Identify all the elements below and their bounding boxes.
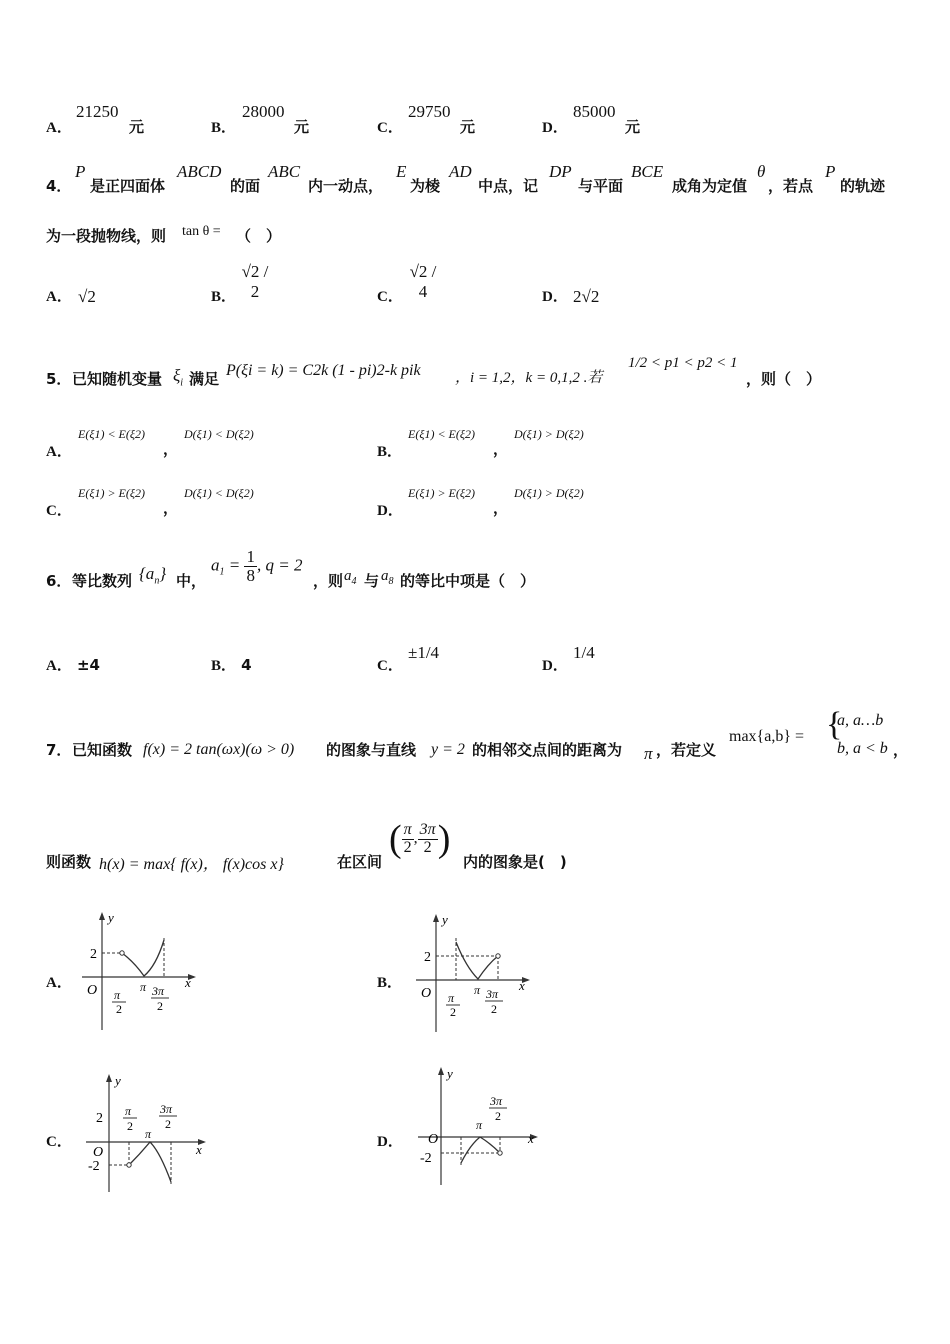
q5-option-a-e: E(ξ1) < E(ξ2) xyxy=(78,427,146,441)
axis-label-y: y xyxy=(115,1073,121,1088)
q5-option-a[interactable] xyxy=(46,440,72,461)
origin-label: O xyxy=(428,1132,439,1147)
q4-math-e: E xyxy=(396,162,407,181)
q6-option-a[interactable] xyxy=(46,654,100,675)
q7-h: h(x) = max{ f(x)， f(x)cos x} xyxy=(99,856,284,873)
option-label: A． xyxy=(46,658,72,674)
option-label: C． xyxy=(46,1134,72,1150)
svg-text:π: π xyxy=(114,988,121,1002)
q6-a4: $a_4$ xyxy=(344,568,357,587)
q4-math-abc: ABC xyxy=(268,162,301,181)
q7-line: y = 2 xyxy=(431,741,465,758)
q3-option-a-unit: 元 xyxy=(129,118,145,136)
axis-label-x: x xyxy=(528,1131,534,1146)
axis-label-x: x xyxy=(196,1142,202,1157)
q4-tan-theta: tan θ = xyxy=(182,224,221,239)
svg-text:π: π xyxy=(125,1104,132,1118)
q6-text-3: ，则 xyxy=(313,572,344,590)
q4-text-6: 与平面 xyxy=(578,177,624,195)
tick-label-2: 2 xyxy=(90,947,97,962)
option-label: D． xyxy=(542,120,568,136)
q6-a8: $a_8$ xyxy=(381,568,394,587)
q5-option-d-d: D(ξ1) > D(ξ2) xyxy=(514,486,584,500)
svg-text:3π: 3π xyxy=(490,1094,503,1108)
q4-paren: （ ） xyxy=(236,227,282,245)
svg-text:2: 2 xyxy=(127,1119,133,1133)
q7-case-2: b, a < b xyxy=(837,740,888,757)
q4-math-abcd: ABCD xyxy=(177,162,222,181)
q6-text-5: 的等比中项是（ ） xyxy=(400,572,536,590)
q3-option-d-unit: 元 xyxy=(625,118,641,136)
svg-text:3π: 3π xyxy=(160,1102,173,1116)
tick-label-neg2: -2 xyxy=(420,1151,432,1166)
q6-given: $a_1$ = $\frac{1}{8}$ , q = 2 xyxy=(211,547,303,585)
tick-label-neg2: -2 xyxy=(88,1159,100,1174)
q3-option-a-value: 21250 xyxy=(76,102,119,121)
q4-option-b-value xyxy=(240,262,270,301)
q5-option-c[interactable] xyxy=(46,499,72,520)
q3-option-c[interactable] xyxy=(377,116,403,137)
option-label: D． xyxy=(542,658,568,674)
q5-option-b-d: D(ξ1) > D(ξ2) xyxy=(514,427,584,441)
q5-option-c-d: D(ξ1) < D(ξ2) xyxy=(184,486,254,500)
q7-case-1: a, a…b xyxy=(837,712,884,729)
q5-formula: P(ξi = k) = C2k (1 - pi)2-k pik xyxy=(226,362,421,379)
tick-label-2: 2 xyxy=(424,950,431,965)
origin-label: O xyxy=(87,983,98,998)
q5-condition: 1/2 < p1 < p2 < 1 xyxy=(628,355,738,371)
q3-option-b-value: 28000 xyxy=(242,102,285,121)
q4-text-4: 为棱 xyxy=(410,177,441,195)
q4-text-5: 中点，记 xyxy=(478,177,539,195)
svg-text:2: 2 xyxy=(165,1117,171,1131)
svg-text:π: π xyxy=(145,1127,152,1141)
q5-text-3: ，则（ ） xyxy=(746,370,822,388)
svg-text:2: 2 xyxy=(157,999,163,1013)
option-label: C． xyxy=(377,120,403,136)
q4-math-p: P xyxy=(75,162,86,181)
q5-option-a-d: D(ξ1) < D(ξ2) xyxy=(184,427,254,441)
svg-text:2: 2 xyxy=(491,1002,497,1016)
q4-number: 4． xyxy=(46,177,72,195)
origin-label: O xyxy=(421,986,432,1001)
q6-option-c-value: ±1/4 xyxy=(408,643,440,662)
q7-interval: ( $\frac{\pi}{2}$ , $\frac{3\pi}{2}$ ) xyxy=(389,818,451,860)
q4-math-p2: P xyxy=(825,162,836,181)
q7-text-2: 的图象与直线 xyxy=(326,741,417,759)
graph-c[interactable] xyxy=(82,1072,212,1197)
option-label: A． xyxy=(46,120,72,136)
option-label: A． xyxy=(46,975,72,991)
option-label: D． xyxy=(377,503,403,519)
q5-text-2: 满足 xyxy=(189,370,220,388)
q7-number: 7． xyxy=(46,741,72,759)
q3-option-d[interactable] xyxy=(542,116,568,137)
graph-b[interactable] xyxy=(412,912,542,1037)
q3-option-b[interactable] xyxy=(211,116,236,137)
option-value: ±4 xyxy=(76,656,100,674)
origin-label: O xyxy=(93,1145,104,1160)
q5-option-b[interactable] xyxy=(377,440,402,461)
q6-text-2: 中， xyxy=(176,572,207,590)
svg-text:2: 2 xyxy=(450,1005,456,1019)
axis-label-y: y xyxy=(447,1066,453,1081)
q7-brace: { xyxy=(826,706,843,743)
q5-option-d[interactable] xyxy=(377,499,403,520)
option-label: C． xyxy=(377,289,403,305)
q7-option-b[interactable] xyxy=(377,971,402,992)
q4-math-theta: θ xyxy=(757,162,766,181)
q4-text-8: ，若点 xyxy=(768,177,814,195)
fraction-text: √2 / 4 xyxy=(409,262,437,301)
q4-text-7: 成角为定值 xyxy=(672,177,748,195)
q5-range: ，i = 1,2，k = 0,1,2 .若 xyxy=(455,370,603,386)
q7-option-a[interactable] xyxy=(46,971,72,992)
q5-option-d-e: E(ξ1) > E(ξ2) xyxy=(408,486,476,500)
graph-a[interactable] xyxy=(78,910,208,1035)
q7-text-3: 的相邻交点间的距离为 xyxy=(472,741,623,759)
option-label: C． xyxy=(46,503,72,519)
option-label: B． xyxy=(211,658,237,674)
q7-comma: ， xyxy=(893,741,909,759)
q5-option-b-e: E(ξ1) < E(ξ2) xyxy=(408,427,476,441)
graph-d[interactable] xyxy=(414,1065,544,1190)
q3-option-b-unit: 元 xyxy=(294,118,310,136)
q4-option-a[interactable] xyxy=(46,285,72,306)
svg-text:3π: 3π xyxy=(152,984,165,998)
q7-text-1: 已知函数 xyxy=(72,741,133,759)
q5-option-b-comma: ， xyxy=(493,440,509,458)
q5-option-c-comma: ， xyxy=(163,499,179,517)
q4-math-bce: BCE xyxy=(631,162,664,181)
q4-option-d-value: 2√2 xyxy=(573,287,600,306)
svg-text:π: π xyxy=(476,1118,483,1132)
q7-option-d[interactable] xyxy=(377,1130,403,1151)
q7-option-c[interactable] xyxy=(46,1130,72,1151)
q3-option-d-value: 85000 xyxy=(573,102,616,121)
svg-text:2: 2 xyxy=(495,1109,501,1123)
q6-option-d-value: 1/4 xyxy=(573,643,595,662)
q4-text-9: 的轨迹 xyxy=(840,177,886,195)
q4-text-3: 内一动点， xyxy=(308,177,384,195)
q4-option-c[interactable] xyxy=(377,285,403,306)
option-value: 4 xyxy=(241,656,252,674)
q3-option-c-unit: 元 xyxy=(460,118,476,136)
option-label: B． xyxy=(377,975,403,991)
axis-label-x: x xyxy=(519,978,525,993)
q6-option-d[interactable] xyxy=(542,654,568,675)
option-label: A． xyxy=(46,444,72,460)
q5-option-c-e: E(ξ1) > E(ξ2) xyxy=(78,486,146,500)
q7-function: f(x) = 2 tan(ωx)(ω > 0) xyxy=(143,741,295,758)
svg-text:π: π xyxy=(140,980,147,994)
q6-sequence: $\{a_n\}$ xyxy=(139,564,167,587)
axis-label-x: x xyxy=(185,975,191,990)
q7-text-5: 则函数 xyxy=(46,853,92,871)
q4-math-ad: AD xyxy=(449,162,472,181)
q6-text-4: 与 xyxy=(364,572,380,590)
svg-text:3π: 3π xyxy=(486,987,499,1001)
q5-option-d-comma: ， xyxy=(493,499,509,517)
q7-max: max{a,b} = xyxy=(729,728,805,745)
q7-text-6: 在区间 xyxy=(337,853,383,871)
q5-xi: $\xi_i$ xyxy=(173,366,184,389)
q4-option-d[interactable] xyxy=(542,285,568,306)
option-label: D． xyxy=(542,289,568,305)
q7-pi: π xyxy=(644,744,653,763)
fraction-text: √2 / 2 xyxy=(241,262,269,301)
option-label: D． xyxy=(377,1134,403,1150)
q5-option-a-comma: ， xyxy=(163,440,179,458)
q3-option-a[interactable] xyxy=(46,116,72,137)
svg-text:2: 2 xyxy=(116,1002,122,1016)
q4-math-dp: DP xyxy=(549,162,572,181)
q6-option-b[interactable] xyxy=(211,654,252,675)
q6-number: 6． xyxy=(46,572,72,590)
q6-option-c[interactable] xyxy=(377,654,403,675)
svg-text:π: π xyxy=(448,991,455,1005)
axis-label-y: y xyxy=(442,912,448,927)
q5-number: 5． xyxy=(46,370,72,388)
axis-label-y: y xyxy=(108,910,114,925)
q4-line-2: 为一段抛物线，则 xyxy=(46,227,167,245)
option-label: B． xyxy=(211,289,237,305)
q4-text-1: 是正四面体 xyxy=(90,177,166,195)
q7-text-7: 内的图象是( ) xyxy=(463,853,567,871)
q4-option-b[interactable] xyxy=(211,285,236,306)
option-label: B． xyxy=(377,444,403,460)
tick-label-2: 2 xyxy=(96,1111,103,1126)
svg-text:π: π xyxy=(474,983,481,997)
q4-option-a-value: √2 xyxy=(78,287,96,306)
q7-text-4: ，若定义 xyxy=(656,741,717,759)
option-label: C． xyxy=(377,658,403,674)
option-label: A． xyxy=(46,289,72,305)
option-label: B． xyxy=(211,120,237,136)
q4-option-c-value xyxy=(408,262,438,301)
q3-option-c-value: 29750 xyxy=(408,102,451,121)
q4-text-2: 的面 xyxy=(230,177,261,195)
q6-text-1: 等比数列 xyxy=(72,572,133,590)
q5-text-1: 已知随机变量 xyxy=(72,370,163,388)
